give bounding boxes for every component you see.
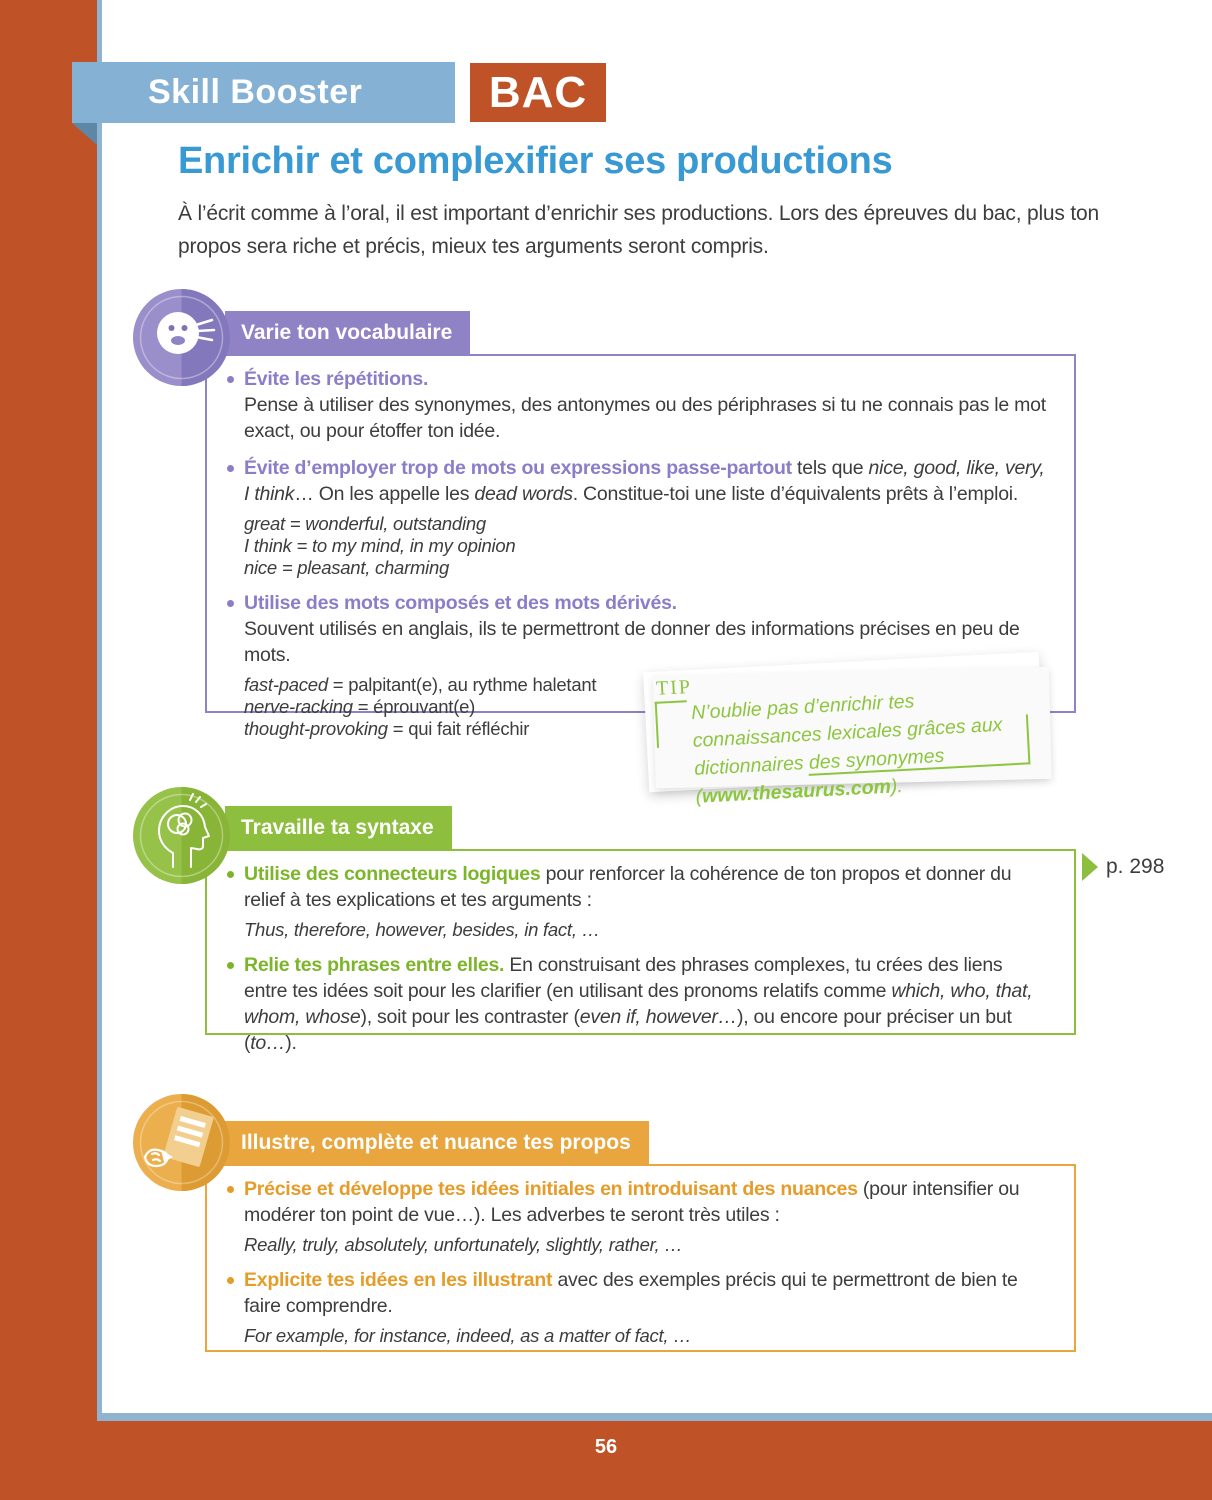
tip-label: TIP: [655, 675, 693, 700]
left-margin-strip: [0, 0, 97, 1500]
tip-note: [643, 652, 1045, 808]
bullet-dot: [227, 465, 234, 472]
list-item: [227, 1176, 1050, 1256]
page-edge-bottom-line: [97, 1413, 1212, 1421]
example-line: I think = to my mind, in my opinion: [244, 535, 516, 556]
example-line: nice = pleasant, charming: [244, 557, 450, 578]
head-brain-icon: [133, 787, 230, 884]
intro-paragraph: À l’écrit comme à l’oral, il est important d’enrichir ses productions. Lors des épreuves du bac, plus ton propos sera riche et précis, mieux tes arguments seront compris.: [178, 202, 1099, 258]
cat-face-icon: [133, 289, 230, 386]
bullet-text: Utilise des mots composés et des mots dérivés. Souvent utilisés en anglais, ils te permettront de donner des informations précises en peu de mots.: [244, 592, 1020, 666]
example-line: fast-paced = palpitant(e), au rythme haletant: [244, 674, 597, 695]
example-line: Really, truly, absolutely, unfortunately, slightly, rather, …: [244, 1234, 683, 1255]
page-number: 56: [594, 1436, 618, 1458]
bullet-dot: [227, 600, 234, 607]
example-line: thought-provoking = qui fait réfléchir: [244, 718, 530, 739]
example-lines: [244, 919, 1050, 941]
example-lines: [244, 1325, 1050, 1347]
list-item: [227, 952, 1050, 1056]
list-item: [227, 366, 1050, 444]
bullet-dot: [227, 962, 234, 969]
example-lines: [244, 1234, 1050, 1256]
bullet-text: Évite les répétitions. Pense à utiliser des synonymes, des antonymes ou des périphrases si tu ne connais pas le mot exact, ou pour étoffer ton idée.: [244, 368, 1046, 442]
page-ref-arrow-icon: [1082, 853, 1098, 881]
bullet-text: Précise et développe tes idées initiales en introduisant des nuances (pour intensifier ou modérer ton point de vue…). Les adverbes te seront très utiles :: [244, 1178, 1020, 1226]
section-header-illustre: Illustre, complète et nuance tes propos: [225, 1121, 649, 1164]
footer-band: [0, 1421, 1212, 1500]
tip-bracket-icon: [655, 700, 689, 748]
example-line: For example, for instance, indeed, as a matter of fact, …: [244, 1325, 692, 1346]
bullet-text: Explicite tes idées en les illustrant avec des exemples précis qui te permettront de bien te faire comprendre.: [244, 1269, 1018, 1317]
example-line: great = wonderful, outstanding: [244, 513, 486, 534]
page-title: Enrichir et complexifier ses productions: [178, 140, 893, 182]
page-ref[interactable]: p. 298: [1106, 855, 1165, 878]
section-box-illustre: [205, 1164, 1076, 1352]
banner-label: Skill Booster: [148, 73, 363, 111]
section-header-syntaxe: Travaille ta syntaxe: [225, 806, 452, 849]
example-lines: [244, 513, 1050, 579]
page-edge-vertical-line: [97, 0, 102, 1421]
section-header-vocabulaire: Varie ton vocabulaire: [225, 311, 470, 354]
skill-booster-banner: [72, 62, 455, 123]
tip-text: N’oublie pas d’enrichir tes connaissances lexicales grâces aux dictionnaires des synonymes (www.thesaurus.com).: [690, 690, 1003, 808]
bullet-text: Relie tes phrases entre elles. En construisant des phrases complexes, tu crées des liens entre tes idées soit pour les clarifier (en utilisant des pronoms relatifs comme which, who, that, whom, whose), soit pour les contraster (even if, however…), ou encore pour préciser un but (to…).: [244, 954, 1033, 1054]
bullet-text: Utilise des connecteurs logiques pour renforcer la cohérence de ton propos et donner du relief à tes explications et tes arguments :: [244, 863, 1012, 911]
example-line: Thus, therefore, however, besides, in fact, …: [244, 919, 600, 940]
list-item: [227, 1267, 1050, 1347]
list-item: [227, 861, 1050, 941]
section-box-syntaxe: [205, 849, 1076, 1054]
list-item: [227, 455, 1050, 579]
example-line: nerve-racking = éprouvant(e): [244, 696, 476, 717]
writing-hand-icon: [133, 1094, 230, 1191]
bullet-text: Évite d’employer trop de mots ou expressions passe-partout tels que nice, good, like, very, I think… On les appelle les dead words. Constitue-toi une liste d’équivalents prêts à l’emploi.: [244, 457, 1045, 505]
bullet-dot: [227, 1277, 234, 1284]
bac-badge: BAC: [470, 63, 606, 122]
